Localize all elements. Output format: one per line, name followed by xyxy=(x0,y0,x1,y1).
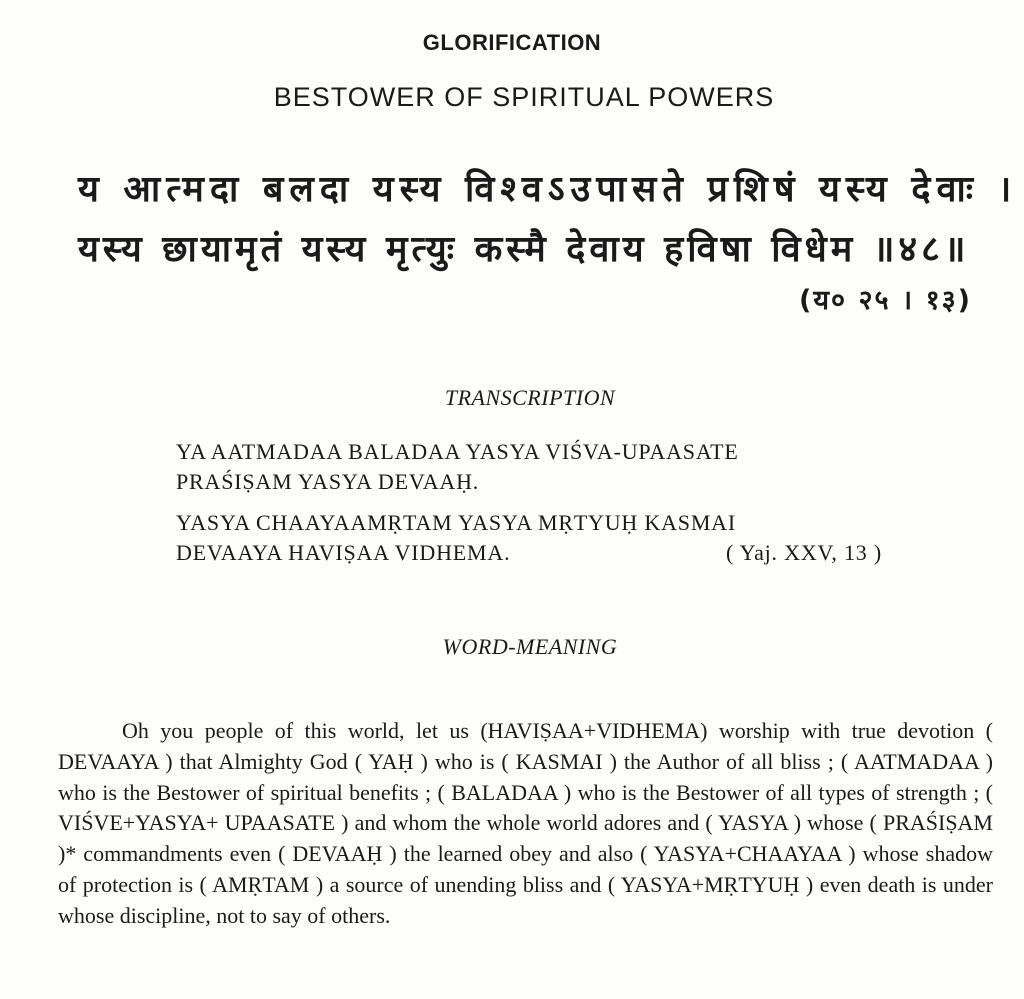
transcription-line-with-reference xyxy=(176,538,882,568)
sanskrit-verse-line-2: यस्य छायामृतं यस्य मृत्युः कस्मै देवाय हविषा विधेम ॥४८॥ xyxy=(78,229,970,270)
transcription-stanza-1 xyxy=(176,437,882,497)
page-title: BESTOWER OF SPIRITUAL POWERS xyxy=(273,82,775,112)
transcription-line: YASYA CHAAYAAMṚTAM YASYA MṚTYUḤ KASMAI xyxy=(176,510,737,535)
transcription-line: DEVAAYA HAVIṢAA VIDHEMA. xyxy=(176,540,511,565)
transcription-reference: ( Yaj. XXV, 13 ) xyxy=(725,540,882,565)
sanskrit-verse-line-1: य आत्मदा बलदा यस्य विश्वऽउपासते प्रशिषं यस्य देवाः । xyxy=(78,169,1018,210)
transcription-stanza-2 xyxy=(176,508,882,568)
transcription-heading: TRANSCRIPTION xyxy=(444,385,616,410)
sanskrit-verse-reference: (य० २५ । १३) xyxy=(799,285,972,316)
transcription-line: PRAŚIṢAM YASYA DEVAAḤ. xyxy=(176,469,480,494)
word-meaning-paragraph: Oh you people of this world, let us (HAVIṢAA+VIDHEMA) worship with true devotion ( DEVAAYA ) that Almighty God ( YAḤ ) who is ( KASMAI ) the Author of all bliss ; ( AATMADAA ) who is the Bestower of spiritual benefits ; ( BALADAA ) who is the Bestower of all types of strength ; ( VIŚVE+YASYA+ UPAASATE ) and whom the whole world adores and ( YASYA ) whose ( PRAŚIṢAM )* commandments even ( DEVAAḤ ) the learned obey and also ( YASYA+CHAAYAA ) whose shadow of protection is ( AMṚTAM ) a source of unending bliss and ( YASYA+MṚTYUḤ ) even death is under whose discipline, not to say of others. xyxy=(58,718,993,928)
word-meaning-heading: WORD-MEANING xyxy=(442,634,618,659)
section-label: GLORIFICATION xyxy=(422,30,602,55)
transcription-line: YA AATMADAA BALADAA YASYA VIŚVA-UPAASATE xyxy=(176,439,739,464)
